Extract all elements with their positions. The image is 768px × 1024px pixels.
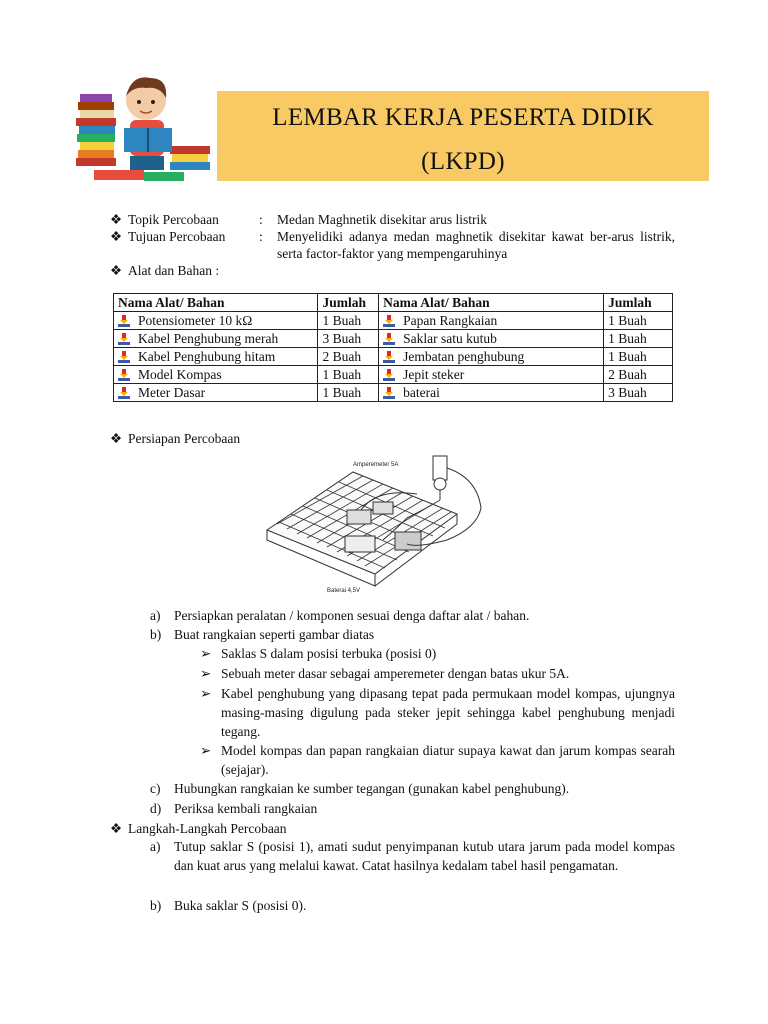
diamond-icon: ❖ [110,212,123,227]
subitem-text: Saklas S dalam posisi terbuka (posisi 0) [221,646,437,661]
table-row [114,366,673,384]
item-marker: b) [150,898,162,913]
table-row [114,330,673,348]
item-marker: a) [150,608,161,623]
table-cell [114,366,318,384]
arrow-bullet-icon [383,351,395,363]
table-header-row [114,294,673,312]
alat-bahan-table [113,293,673,402]
arrow-bullet-icon [383,315,395,327]
cell-text: Saklar satu kutub [403,331,497,346]
table-cell [604,384,673,402]
table-row [114,384,673,402]
item-marker: b) [150,627,162,642]
cell-text: 1 Buah [322,385,362,400]
cell-text: Jembatan penghubung [403,349,525,364]
cell-text: 3 Buah [322,331,362,346]
diamond-icon: ❖ [110,263,123,278]
cell-text: Kabel Penghubung hitam [138,349,276,364]
table-cell [604,348,673,366]
table-cell [604,366,673,384]
topik-label: Topik Percobaan [128,212,219,227]
table-cell [318,330,379,348]
ammeter-label: Amperemeter 5A [353,462,399,468]
alat-label: Alat dan Bahan : [128,263,220,278]
column-header: Jumlah [604,294,673,312]
item-marker: a) [150,839,161,854]
table-cell [379,366,604,384]
arrow-icon: ➢ [200,646,212,661]
langkah-heading: Langkah-Langkah Percobaan [128,821,287,836]
cell-text: 1 Buah [608,313,647,328]
cell-text: 1 Buah [322,313,362,328]
cell-text: 2 Buah [322,349,362,364]
subitem-text: Model kompas dan papan rangkaian diatur supaya kawat dan jarum kompas searah (sejajar). [221,743,675,777]
circuit-setup-diagram [257,448,497,596]
table-cell [114,348,318,366]
topik-value: Medan Maghnetik disekitar arus listrik [277,212,487,227]
item-text: Buka saklar S (posisi 0). [174,898,307,913]
diamond-icon: ❖ [110,821,123,836]
item-text: Periksa kembali rangkaian [174,801,318,816]
battery-label: Baterai 4,5V [327,588,361,594]
tujuan-value: Menyelidiki adanya medan maghnetik disekitar kawat ber-arus listrik, serta factor-faktor yang mempengaruhinya [277,229,675,261]
diamond-icon: ❖ [110,431,123,446]
cell-text: 1 Buah [608,349,647,364]
table-cell [604,330,673,348]
table-cell [318,384,379,402]
column-header: Jumlah [318,294,379,312]
table-cell [604,312,673,330]
cell-text: 1 Buah [608,331,647,346]
item-text: Persiapkan peralatan / komponen sesuai denga daftar alat / bahan. [174,608,530,623]
cell-text: Meter Dasar [138,385,206,400]
cell-text: Model Kompas [138,367,222,382]
table-row [114,348,673,366]
item-text: Buat rangkaian seperti gambar diatas [174,627,375,642]
table-cell [379,330,604,348]
table-cell [114,384,318,402]
cell-text: 2 Buah [608,367,647,382]
table-cell [318,366,379,384]
table-cell [379,312,604,330]
persiapan-heading: Persiapan Percobaan [128,431,241,446]
cell-text: baterai [403,385,440,400]
boy-reading-books-illustration [74,70,214,186]
column-header: Nama Alat/ Bahan [379,294,604,312]
arrow-bullet-icon [118,315,130,327]
cell-text: Potensiometer 10 kΩ [138,313,253,328]
table-cell [114,330,318,348]
table-row [114,312,673,330]
page-title: LEMBAR KERJA PESERTA DIDIK [272,104,654,131]
item-marker: d) [150,801,162,816]
cell-text: Jepit steker [403,367,465,382]
arrow-bullet-icon [383,387,395,399]
arrow-bullet-icon [383,333,395,345]
item-text: Tutup saklar S (posisi 1), amati sudut penyimpanan kutub utara jarum pada model kompas dan kuat arus yang melalui kawat. Catat hasilnya kedalam tabel hasil pengamatan. [174,839,675,873]
subitem-text: Kabel penghubung yang dipasang tepat pada permukaan model kompas, ujungnya masing-masing digulung pada steker jepit sehingga kabel penghubung menjadi tegang. [221,686,675,739]
arrow-bullet-icon [118,333,130,345]
page-subtitle: (LKPD) [421,148,505,175]
table-cell [114,312,318,330]
tujuan-colon: : [259,229,263,244]
arrow-icon: ➢ [200,686,212,701]
table-cell [318,348,379,366]
table-cell [379,384,604,402]
cell-text: Papan Rangkaian [403,313,498,328]
cell-text: Kabel Penghubung merah [138,331,279,346]
cell-text: 1 Buah [322,367,362,382]
arrow-bullet-icon [118,369,130,381]
arrow-icon: ➢ [200,666,212,681]
topik-colon: : [259,212,263,227]
table-cell [379,348,604,366]
arrow-bullet-icon [383,369,395,381]
diamond-icon: ❖ [110,229,123,244]
item-marker: c) [150,781,161,796]
cell-text: 3 Buah [608,385,647,400]
subitem-text: Sebuah meter dasar sebagai amperemeter dengan batas ukur 5A. [221,666,570,681]
item-text: Hubungkan rangkaian ke sumber tegangan (gunakan kabel penghubung). [174,781,570,796]
table-cell [318,312,379,330]
arrow-bullet-icon [118,351,130,363]
tujuan-label: Tujuan Percobaan [128,229,226,244]
arrow-icon: ➢ [200,743,212,758]
arrow-bullet-icon [118,387,130,399]
column-header: Nama Alat/ Bahan [114,294,318,312]
